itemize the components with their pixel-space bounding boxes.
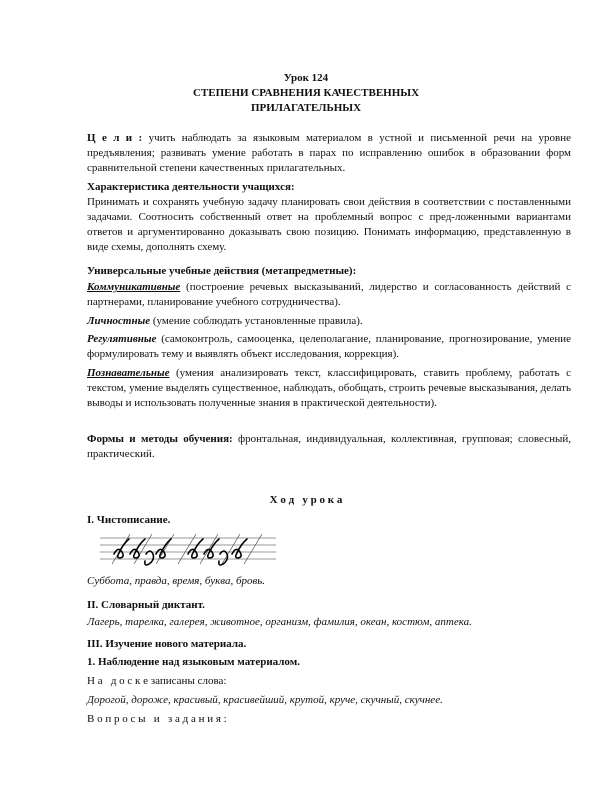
board-line bbox=[87, 674, 571, 689]
board-words: Дорогой, дороже, красивый, красивейший, крутой, круче, скучный, скучнее. bbox=[87, 694, 443, 706]
dictation-words: Лагерь, тарелка, галерея, животное, организм, фамилия, океан, костюм, аптека. bbox=[87, 616, 472, 628]
cognitive-text: (умения анализировать текст, классифицировать, ставить проблему, работать с текстом, умение выделять существенное, наблюдать, обобщать, строить речевые высказывания, делать выводы и использовать полученные знания в практической деятельности). bbox=[87, 367, 571, 409]
uud-heading: Универсальные учебные действия (метапредметные): bbox=[87, 265, 357, 277]
board-text: записаны слова: bbox=[148, 675, 227, 687]
regulative-label: Регулятивные bbox=[87, 333, 157, 345]
lesson-title-line1: СТЕПЕНИ СРАВНЕНИЯ КАЧЕСТВЕННЫХ bbox=[192, 87, 420, 99]
personal-label: Личностные bbox=[87, 315, 151, 327]
board-label: Н а д о с к е bbox=[87, 675, 149, 687]
activity-text: Принимать и сохранять учебную задачу планировать свои действия в соответствии с поставленными задачами. Соотносить собственный ответ на проблемный вопрос с пред-ложенными вариантами ответов и аргументированно доказывать свою позицию. Понимать информацию, представленную в виде схемы, дополнять схему. bbox=[87, 196, 571, 253]
section-penmanship: I. Чистописание. bbox=[87, 514, 171, 526]
regulative-text: (самоконтроль, самооценка, целеполагание, планирование, прогнозирование, умение формулировать тему и выявлять объект исследования, коррекция). bbox=[87, 333, 571, 360]
goals-label: Ц е л и : bbox=[87, 132, 143, 144]
section-new-material: III. Изучение нового материала. bbox=[87, 638, 247, 650]
course-heading: Х о д у р о к а bbox=[269, 494, 343, 506]
communicative-text: (построение речевых высказываний, лидерство и согласованность действий с партнерами, планирование учебного сотрудничества). bbox=[87, 281, 571, 308]
forms-text: фронтальная, индивидуальная, коллективная, групповая; словесный, практический. bbox=[87, 433, 571, 460]
lesson-title-line2: ПРИЛАГАТЕЛЬНЫХ bbox=[250, 102, 362, 114]
lesson-number: Урок 124 bbox=[283, 72, 329, 84]
cursive-letters-icon bbox=[100, 532, 276, 566]
uud-regulative bbox=[87, 332, 571, 362]
forms-paragraph bbox=[87, 432, 571, 462]
uud-cognitive bbox=[87, 366, 571, 411]
questions-heading: В о п р о с ы и з а д а н и я : bbox=[87, 713, 227, 725]
penmanship-words: Суббота, правда, время, буква, бровь. bbox=[87, 575, 266, 587]
section-dictation: II. Словарный диктант. bbox=[87, 599, 205, 611]
subsection-observation: 1. Наблюдение над языковым материалом. bbox=[87, 656, 300, 668]
goals-text: учить наблюдать за языковым материалом в устной и письменной речи на уровне предъявления; развивать умение работать в парах по исправлению ошибок в образовании форм сравнительной степени качественных прилагательных. bbox=[87, 132, 571, 174]
activity-heading: Характеристика деятельности учащихся: bbox=[87, 181, 295, 193]
uud-personal bbox=[87, 314, 571, 329]
cognitive-label: Познавательные bbox=[87, 367, 170, 379]
goals-paragraph bbox=[87, 131, 571, 176]
forms-label: Формы и методы обучения: bbox=[87, 433, 233, 445]
personal-text: (умение соблюдать установленные правила). bbox=[150, 315, 363, 327]
uud-communicative bbox=[87, 280, 571, 310]
communicative-label: Коммуникативные bbox=[87, 281, 181, 293]
